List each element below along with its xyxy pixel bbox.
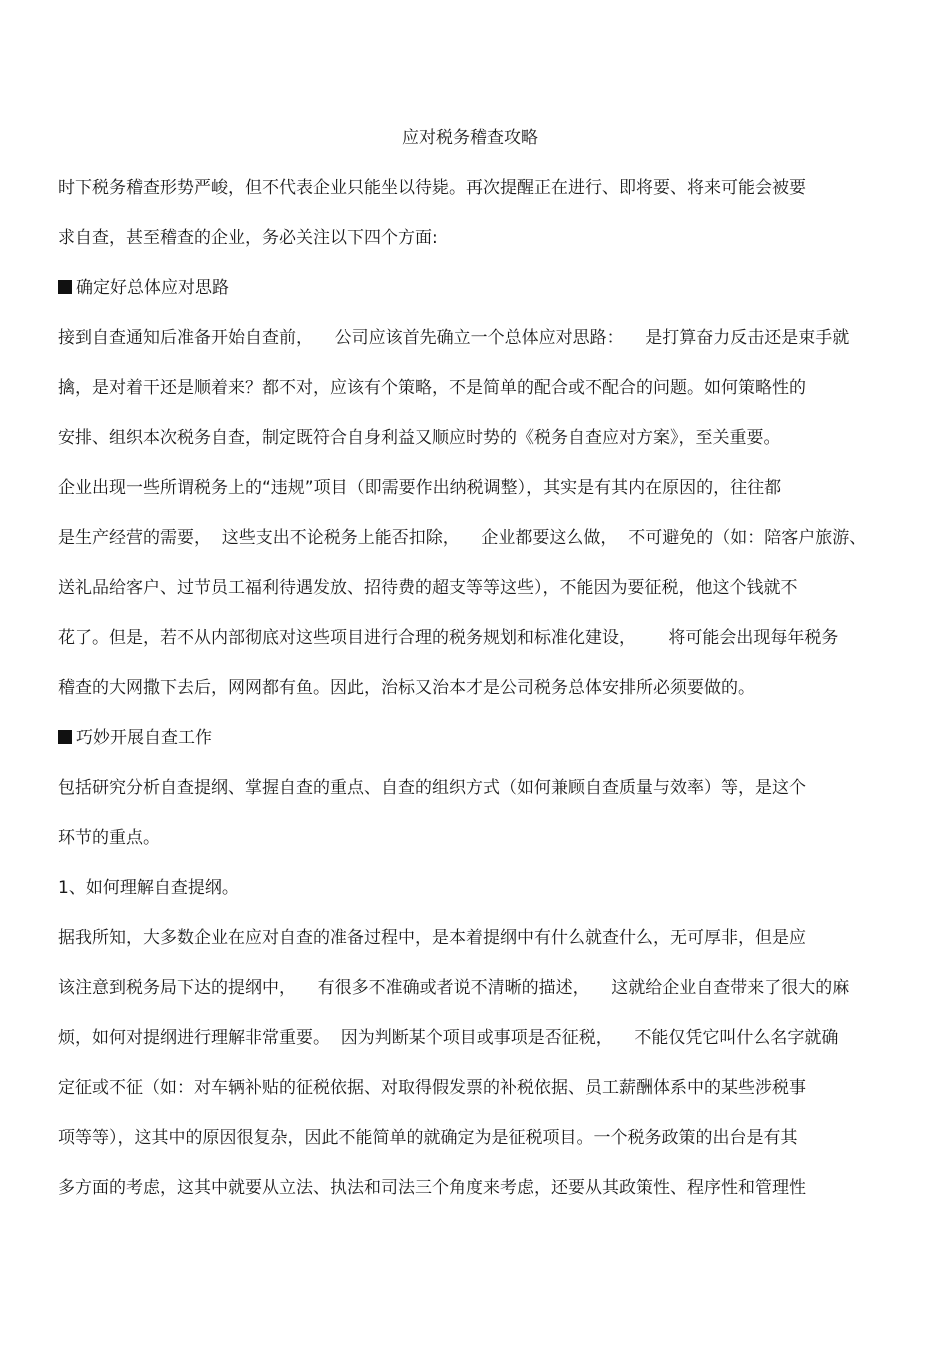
- section-heading-text: 确定好总体应对思路: [76, 278, 229, 298]
- black-square-icon: [58, 730, 72, 744]
- paragraph-line: 多方面的考虑，这其中就要从立法、执法和司法三个角度来考虑，还要从其政策性、程序性和管理性: [58, 1178, 806, 1198]
- section-heading-1: [58, 276, 229, 300]
- paragraph-line: 稽查的大网撒下去后，网网都有鱼。因此，治标又治本才是公司税务总体安排所必须要做的。: [58, 678, 755, 698]
- paragraph-line: 该注意到税务局下达的提纲中， 有很多不准确或者说不清晰的描述， 这就给企业自查带来了很大的麻: [58, 978, 850, 998]
- paragraph-line: 接到自查通知后准备开始自查前， 公司应该首先确立一个总体应对思路： 是打算奋力反击还是束手就: [58, 328, 850, 348]
- paragraph-line: 企业出现一些所谓税务上的“违规”项目（即需要作出纳税调整），其实是有其内在原因的，往往都: [58, 478, 782, 498]
- paragraph-line: 花了。但是，若不从内部彻底对这些项目进行合理的税务规划和标准化建设， 将可能会出现每年税务: [58, 628, 839, 648]
- section-heading-text: 巧妙开展自查工作: [76, 728, 212, 748]
- paragraph-line: 擒，是对着干还是顺着来？都不对，应该有个策略，不是简单的配合或不配合的问题。如何策略性的: [58, 378, 806, 398]
- intro-line: 时下税务稽查形势严峻，但不代表企业只能坐以待毙。再次提醒正在进行、即将要、将来可能会被要: [58, 178, 806, 198]
- paragraph-line: 据我所知，大多数企业在应对自查的准备过程中，是本着提纲中有什么就查什么，无可厚非，但是应: [58, 928, 806, 948]
- paragraph-line: 是生产经营的需要， 这些支出不论税务上能否扣除， 企业都要这么做， 不可避免的（如：陪客户旅游、: [58, 528, 867, 548]
- paragraph-line: 项等等），这其中的原因很复杂，因此不能简单的就确定为是征税项目。一个税务政策的出台是有其: [58, 1128, 798, 1148]
- paragraph-line: 烦，如何对提纲进行理解非常重要。 因为判断某个项目或事项是否征税， 不能仅凭它叫什么名字就确: [58, 1028, 839, 1048]
- section-heading-2: [58, 726, 212, 750]
- paragraph-line: 定征或不征（如：对车辆补贴的征税依据、对取得假发票的补税依据、员工薪酬体系中的某些涉税事: [58, 1078, 806, 1098]
- black-square-icon: [58, 280, 72, 294]
- paragraph-line: 安排、组织本次税务自查，制定既符合自身利益又顺应时势的《税务自查应对方案》，至关重要。: [58, 428, 781, 448]
- paragraph-line: 送礼品给客户、过节员工福利待遇发放、招待费的超支等等这些），不能因为要征税，他这个钱就不: [58, 578, 798, 598]
- paragraph-line: 包括研究分析自查提纲、掌握自查的重点、自查的组织方式（如何兼顾自查质量与效率）等，是这个: [58, 778, 806, 798]
- paragraph-line: 环节的重点。: [58, 828, 160, 848]
- document-title: 应对税务稽查攻略: [402, 128, 538, 148]
- numbered-item-heading: 1、如何理解自查提纲。: [58, 878, 239, 898]
- intro-line: 求自查，甚至稽查的企业，务必关注以下四个方面:: [58, 228, 438, 248]
